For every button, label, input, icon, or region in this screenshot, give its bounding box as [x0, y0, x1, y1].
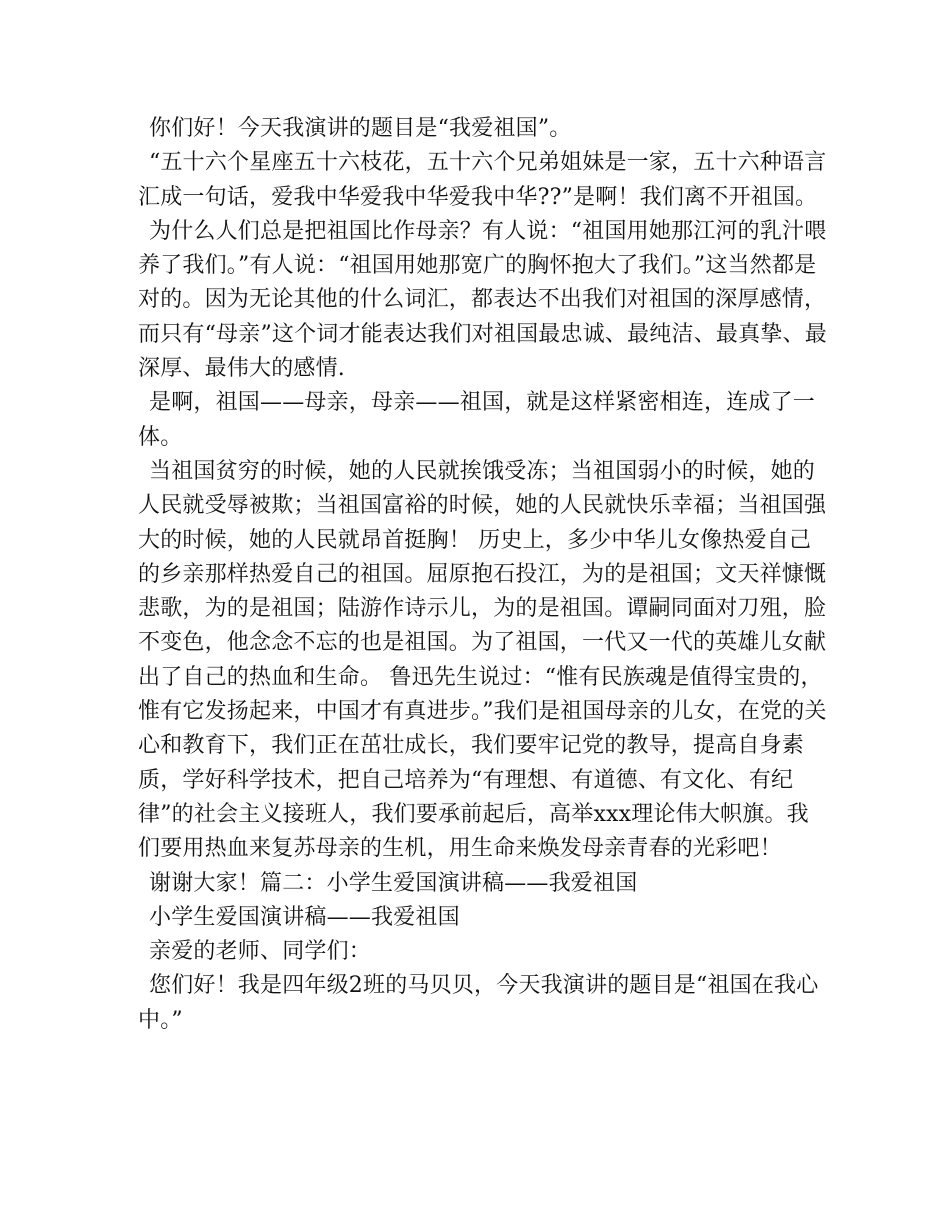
document-body [138, 112, 828, 1038]
paragraph-motherland-mother: 是啊，祖国——母亲，母亲——祖国，就是这样紧密相连，连成了一体。 [138, 390, 816, 450]
paragraph-salutation: 亲爱的老师、同学们： [149, 939, 372, 965]
paragraph-mother-metaphor: 为什么人们总是把祖国比作母亲？有人说：“祖国用她那江河的乳汁喂养了我们。”有人说：“祖国用她那宽广的胸怀抱大了我们。”这当然都是对的。因为无论其他的什么词汇，都表达不出我们对祖国的深厚感情，而只有“母亲”这个词才能表达我们对祖国最忠诚、最纯洁、最真挚、最深厚、最伟大的感情. [138, 218, 827, 382]
paragraph-introduction: 您们好！我是四年级2班的马贝贝，今天我演讲的题目是“祖国在我心中。” [138, 973, 819, 1033]
paragraph-section-title: 小学生爱国演讲稿——我爱祖国 [149, 904, 460, 930]
paragraph-song-quote: “五十六个星座五十六枝花，五十六个兄弟姐妹是一家，五十六种语言汇成一句话，爱我中华爱我中华爱我中华??”是啊！我们离不开祖国。 [138, 150, 827, 210]
paragraph-thanks-section-title: 谢谢大家！篇二：小学生爱国演讲稿——我爱祖国 [149, 870, 638, 896]
paragraph-greeting: 你们好！今天我演讲的题目是“我爱祖国”。 [149, 116, 572, 141]
paragraph-history: 当祖国贫穷的时候，她的人民就挨饿受冻；当祖国弱小的时候，她的人民就受辱被欺；当祖国富裕的时候，她的人民就快乐幸福；当祖国强大的时候，她的人民就昂首挺胸！ 历史上，多少中华儿女像热爱自己的乡亲那样热爱自己的祖国。屈原抱石投江，为的是祖国；文天祥慷慨悲歌，为的是祖国；陆游作诗示儿，为的是祖国。谭嗣同面对刀殂，脸不变色，他念念不忘的也是祖国。为了祖国，一代又一代的英雄儿女献出了自己的热血和生命。 鲁迅先生说过：“惟有民族魂是值得宝贵的，惟有它发扬起来，中国才有真进步。”我们是祖国母亲的儿女，在党的关心和教育下，我们正在茁壮成长，我们要牢记党的教导，提高自身素质，学好科学技术，把自己培养为“有理想、有道德、有文化、有纪律”的社会主义接班人，我们要承前起后，高举xxx理论伟大帜旗。我们要用热血来复苏母亲的生机，用生命来焕发母亲青春的光彩吧！ [138, 458, 827, 862]
